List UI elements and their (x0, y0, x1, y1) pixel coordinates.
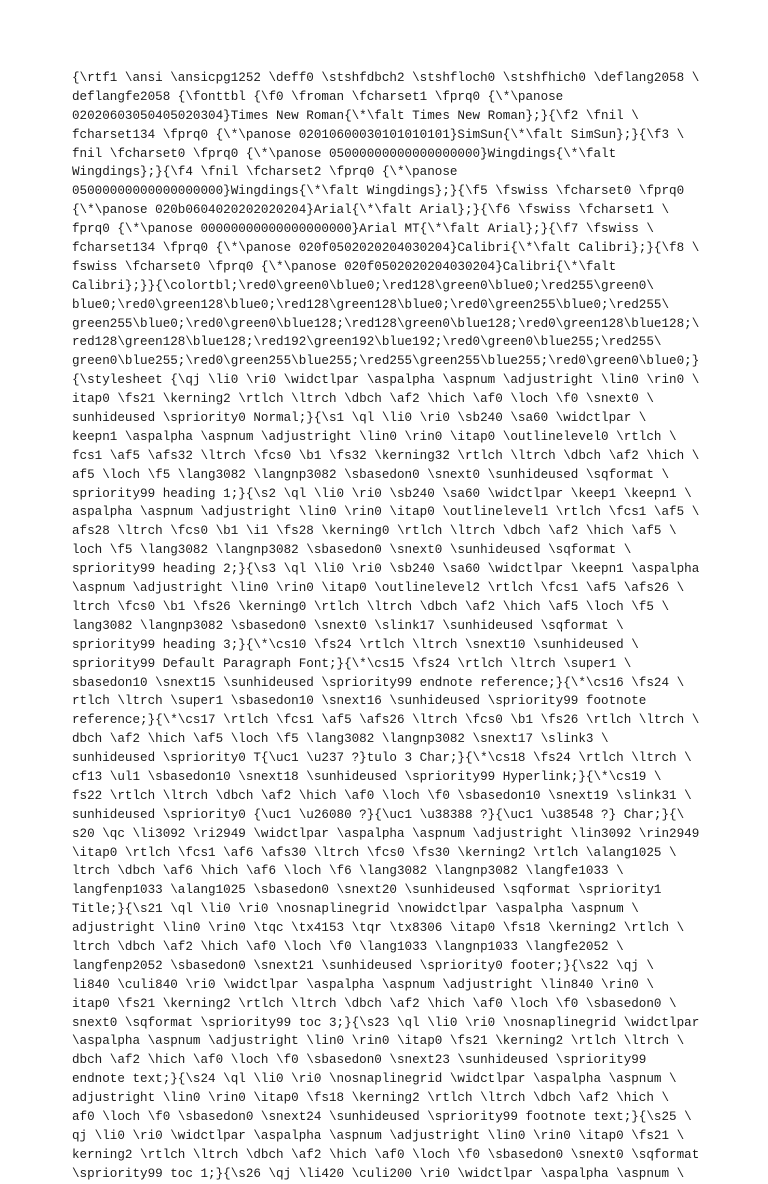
text-line: Wingdings};}{\f4 \fnil \fcharset2 \fprq0 {\*\panose (72, 165, 458, 180)
text-line: snext0 \sqformat \spriority99 toc 3;}{\s23 \ql \li0 \ri0 \nosnaplinegrid \widctlpar (72, 1015, 700, 1030)
text-line: sunhideused \spriority0 Normal;}{\s1 \ql \li0 \ri0 \sb240 \sa60 \widctlpar \ (72, 411, 647, 426)
text-line: fswiss \fcharset0 \fprq0 {\*\panose 020f0502020204030204}Calibri{\*\falt (72, 259, 617, 274)
text-line: Title;}{\s21 \ql \li0 \ri0 \nosnaplinegrid \nowidctlpar \aspalpha \aspnum \ (72, 902, 639, 917)
text-line: af0 \loch \f0 \sbasedon0 \snext24 \sunhideused \spriority99 footnote text;}{\s25 \ (72, 1109, 692, 1124)
text-line: fs22 \rtlch \ltrch \dbch \af2 \hich \af0 \loch \f0 \sbasedon10 \snext19 \slink31 \ (72, 788, 692, 803)
text-line: adjustright \lin0 \rin0 \itap0 \fs18 \kerning2 \rtlch \ltrch \dbch \af2 \hich \ (72, 1091, 670, 1106)
text-line: red128\green128\blue128;\red192\green192\blue192;\red0\green0\blue255;\red255\ (72, 335, 662, 350)
text-line: dbch \af2 \hich \af0 \loch \f0 \sbasedon0 \snext23 \sunhideused \spriority99 (72, 1053, 647, 1068)
text-line: blue0;\red0\green128\blue0;\red128\green128\blue0;\red0\green255\blue0;\red255\ (72, 297, 670, 312)
text-line: fnil \fcharset0 \fprq0 {\*\panose 05000000000000000000}Wingdings{\*\falt (72, 146, 617, 161)
text-line: spriority99 Default Paragraph Font;}{\*\cs15 \fs24 \rtlch \ltrch \super1 \ (72, 656, 632, 671)
text-line: langfenp2052 \sbasedon0 \snext21 \sunhideused \spriority0 footer;}{\s22 \qj \ (72, 958, 654, 973)
text-line: itap0 \fs21 \kerning2 \rtlch \ltrch \dbch \af2 \hich \af0 \loch \f0 \snext0 \ (72, 392, 654, 407)
text-line: \aspnum \adjustright \lin0 \rin0 \itap0 \outlinelevel2 \rtlch \fcs1 \af5 \afs26 \ (72, 581, 685, 596)
text-line: fcs1 \af5 \afs32 \ltrch \fcs0 \b1 \fs32 \kerning32 \rtlch \ltrch \dbch \af2 \hich \ (72, 448, 700, 463)
text-line: lang3082 \langnp3082 \sbasedon0 \snext0 \slink17 \sunhideused \sqformat \ (72, 618, 624, 633)
text-line: Calibri};}}{\colortbl;\red0\green0\blue0;\red128\green0\blue0;\red255\green0\ (72, 278, 654, 293)
text-line: qj \li0 \ri0 \widctlpar \aspalpha \aspnum \adjustright \lin0 \rin0 \itap0 \fs21 \ (72, 1128, 685, 1143)
text-line: \itap0 \rtlch \fcs1 \af6 \afs30 \ltrch \fcs0 \fs30 \kerning2 \rtlch \alang1025 \ (72, 845, 677, 860)
text-line: kerning2 \rtlch \ltrch \dbch \af2 \hich \af0 \loch \f0 \sbasedon0 \snext0 \sqformat (72, 1147, 700, 1162)
text-line: reference;}{\*\cs17 \rtlch \fcs1 \af5 \afs26 \ltrch \fcs0 \b1 \fs26 \rtlch \ltrch \ (72, 713, 700, 728)
text-line: rtlch \ltrch \super1 \sbasedon10 \snext16 \sunhideused \spriority99 footnote (72, 694, 647, 709)
text-line: \spriority99 toc 1;}{\s26 \qj \li420 \culi200 \ri0 \widctlpar \aspalpha \aspnum \ (72, 1166, 685, 1181)
text-line: adjustright \lin0 \rin0 \tqc \tx4153 \tqr \tx8306 \itap0 \fs18 \kerning2 \rtlch \ (72, 921, 685, 936)
text-line: aspalpha \aspnum \adjustright \lin0 \rin0 \itap0 \outlinelevel1 \rtlch \fcs1 \af5 \ (72, 505, 700, 520)
text-line: \aspalpha \aspnum \adjustright \lin0 \rin0 \itap0 \fs21 \kerning2 \rtlch \ltrch \ (72, 1034, 685, 1049)
text-line: keepn1 \aspalpha \aspnum \adjustright \lin0 \rin0 \itap0 \outlinelevel0 \rtlch \ (72, 429, 677, 444)
text-line: fcharset134 \fprq0 {\*\panose 02010600030101010101}SimSun{\*\falt SimSun};}{\f3 \ (72, 127, 685, 142)
text-line: ltrch \dbch \af2 \hich \af0 \loch \f0 \lang1033 \langnp1033 \langfe2052 \ (72, 939, 624, 954)
text-line: sunhideused \spriority0 T{\uc1 \u237 ?}tulo 3 Char;}{\*\cs18 \fs24 \rtlch \ltrch \ (72, 751, 692, 766)
text-line: afs28 \ltrch \fcs0 \b1 \i1 \fs28 \kerning0 \rtlch \ltrch \dbch \af2 \hich \af5 \ (72, 524, 677, 539)
text-line: sbasedon10 \snext15 \sunhideused \spriority99 endnote reference;}{\*\cs16 \fs24 \ (72, 675, 685, 690)
text-line: 02020603050405020304}Times New Roman{\*\falt Times New Roman};}{\f2 \fnil \ (72, 108, 639, 123)
text-line: langfenp1033 \alang1025 \sbasedon0 \snext20 \sunhideused \sqformat \spriority1 (72, 883, 662, 898)
text-line: loch \f5 \lang3082 \langnp3082 \sbasedon0 \snext0 \sunhideused \sqformat \ (72, 543, 632, 558)
text-line: ltrch \fcs0 \b1 \fs26 \kerning0 \rtlch \ltrch \dbch \af2 \hich \af5 \loch \f5 \ (72, 599, 670, 614)
text-line: {\stylesheet {\qj \li0 \ri0 \widctlpar \aspalpha \aspnum \adjustright \lin0 \rin0 \ (72, 373, 700, 388)
text-line: dbch \af2 \hich \af5 \loch \f5 \lang3082 \langnp3082 \snext17 \slink3 \ (72, 732, 609, 747)
text-line: 05000000000000000000}Wingdings{\*\falt Wingdings};}{\f5 \fswiss \fcharset0 \fprq0 (72, 184, 685, 199)
text-line: fcharset134 \fprq0 {\*\panose 020f0502020204030204}Calibri{\*\falt Calibri};}{\f8 \ (72, 241, 700, 256)
text-line: deflangfe2058 {\fonttbl {\f0 \froman \fcharset1 \fprq0 {\*\panose (72, 89, 564, 104)
text-line: green0\blue255;\red0\green255\blue255;\red255\green255\blue255;\red0\green0\blue0;} (72, 354, 700, 369)
text-line: ltrch \dbch \af6 \hich \af6 \loch \f6 \lang3082 \langnp3082 \langfe1033 \ (72, 864, 624, 879)
rtf-source-text (72, 69, 702, 1184)
text-line: fprq0 {\*\panose 00000000000000000000}Arial MT{\*\falt Arial};}{\f7 \fswiss \ (72, 222, 654, 237)
text-line: s20 \qc \li3092 \ri2949 \widctlpar \aspalpha \aspnum \adjustright \lin3092 \rin2949 (72, 826, 700, 841)
text-line: li840 \culi840 \ri0 \widctlpar \aspalpha \aspnum \adjustright \lin840 \rin0 \ (72, 977, 654, 992)
text-line: sunhideused \spriority0 {\uc1 \u26080 ?}{\uc1 \u38388 ?}{\uc1 \u38548 ?} Char;}{\ (72, 807, 685, 822)
text-line: spriority99 heading 3;}{\*\cs10 \fs24 \rtlch \ltrch \snext10 \sunhideused \ (72, 637, 639, 652)
text-line: itap0 \fs21 \kerning2 \rtlch \ltrch \dbch \af2 \hich \af0 \loch \f0 \sbasedon0 \ (72, 996, 677, 1011)
text-line: {\*\panose 020b0604020202020204}Arial{\*\falt Arial};}{\f6 \fswiss \fcharset1 \ (72, 203, 670, 218)
text-line: {\rtf1 \ansi \ansicpg1252 \deff0 \stshfdbch2 \stshfloch0 \stshfhich0 \deflang2058 \ (72, 71, 700, 85)
text-line: spriority99 heading 1;}{\s2 \ql \li0 \ri0 \sb240 \sa60 \widctlpar \keep1 \keepn1 \ (72, 486, 692, 501)
text-line: af5 \loch \f5 \lang3082 \langnp3082 \sbasedon0 \snext0 \sunhideused \sqformat \ (72, 467, 670, 482)
text-line: spriority99 heading 2;}{\s3 \ql \li0 \ri0 \sb240 \sa60 \widctlpar \keepn1 \aspalpha (72, 562, 700, 577)
text-line: green255\blue0;\red0\green0\blue128;\red128\green0\blue128;\red0\green128\blue128;\ (72, 316, 700, 331)
text-line: endnote text;}{\s24 \ql \li0 \ri0 \nosnaplinegrid \widctlpar \aspalpha \aspnum \ (72, 1072, 677, 1087)
text-line: cf13 \ul1 \sbasedon10 \snext18 \sunhideused \spriority99 Hyperlink;}{\*\cs19 \ (72, 769, 662, 784)
